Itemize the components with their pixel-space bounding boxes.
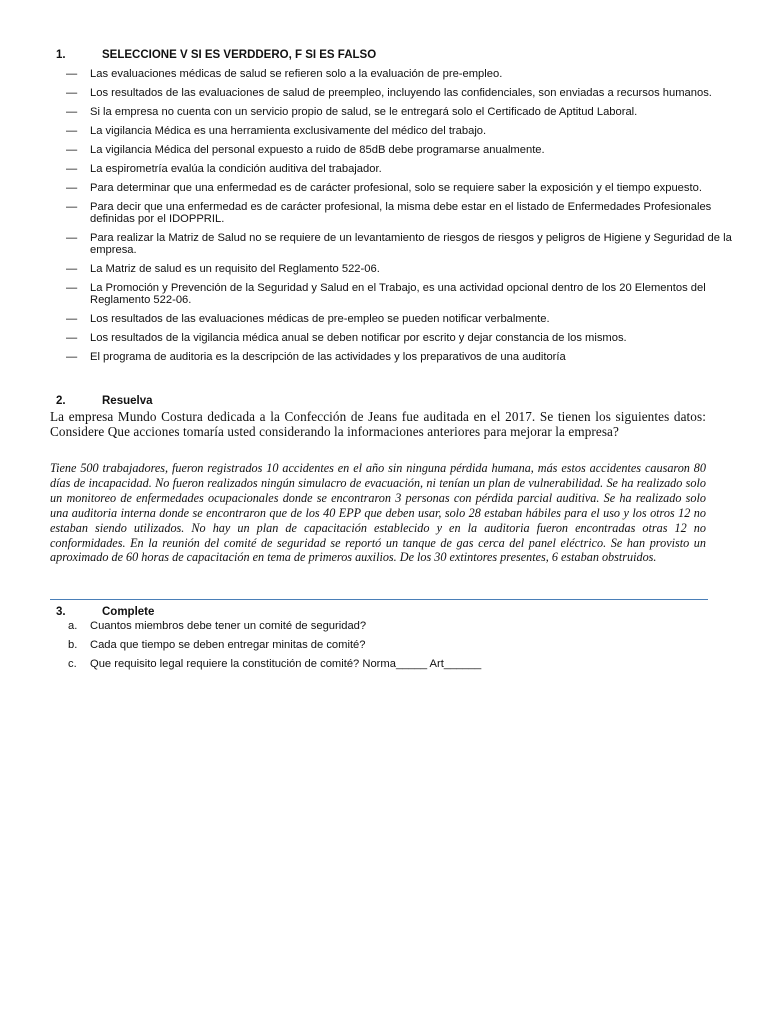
question-text: Cada que tiempo se deben entregar minitas de comité? xyxy=(90,639,366,651)
statement-text: La vigilancia Médica del personal expuesto a ruido de 85dB debe programarse anualmente. xyxy=(90,144,545,156)
list-item xyxy=(66,263,734,275)
dash-bullet: — xyxy=(66,351,78,363)
dash-bullet: — xyxy=(66,68,78,80)
true-false-list xyxy=(66,68,734,370)
list-item xyxy=(66,125,734,137)
statement-text: La Promoción y Prevención de la Seguridad y Salud en el Trabajo, es una actividad opcional dentro de los 20 Elementos del Reglamento 522-06. xyxy=(90,282,706,306)
dash-bullet: — xyxy=(66,144,78,156)
list-item xyxy=(66,201,734,225)
list-item xyxy=(68,658,708,670)
section-2-heading xyxy=(56,395,153,407)
dash-bullet: — xyxy=(66,125,78,137)
section-2-title: Resuelva xyxy=(102,395,153,407)
list-item xyxy=(66,144,734,156)
section-1-heading xyxy=(56,49,376,61)
statement-text: Los resultados de la vigilancia médica anual se deben notificar por escrito y dejar constancia de los mismos. xyxy=(90,332,627,344)
statement-text: La espirometría evalúa la condición auditiva del trabajador. xyxy=(90,163,382,175)
statement-text: La Matriz de salud es un requisito del Reglamento 522-06. xyxy=(90,263,380,275)
section-3-title: Complete xyxy=(102,606,155,618)
case-data-paragraph: Tiene 500 trabajadores, fueron registrados 10 accidentes en el año sin ninguna pérdida humana, más estos accidentes causaron 80 días de incapacidad. No fueron realizados ningún simulacro de evacuación, ni tenían un plan de vulnerabilidad. Se ha realizado solo un monitoreo de enfermedades ocupacionales donde se encontraron 3 personas con pérdida parcial auditiva. Se ha realizado solo una auditoria interna donde se encontraron que de los 40 EPP que deben usar, solo 28 estaban hábiles para el uso y los otros 12 no estaban siendo utilizados. No hay un plan de capacitación establecido y en la auditoria fueron encontradas otras 12 no conformidades. En la reunión del comité de seguridad se reportó un tanque de gas cerca del panel eléctrico. Se han provisto un aproximado de 60 horas de capacitación en tema de primeros auxilios. De los 30 extintores presentes, 6 estaban obstruidos. xyxy=(50,461,706,565)
list-item xyxy=(66,87,734,99)
section-2-number: 2. xyxy=(56,395,66,407)
case-intro-paragraph: La empresa Mundo Costura dedicada a la Confección de Jeans fue auditada en el 2017. Se tienen los siguientes datos: Considere Que acciones tomaría usted considerando la informaciones anteriores para mejorar la empresa? xyxy=(50,409,706,439)
complete-question-list xyxy=(68,620,708,677)
section-3-number: 3. xyxy=(56,606,66,618)
list-item xyxy=(68,620,708,632)
section-divider xyxy=(50,599,708,600)
list-item xyxy=(66,313,734,325)
list-item xyxy=(66,106,734,118)
question-letter: c. xyxy=(68,658,77,670)
statement-text: Para realizar la Matriz de Salud no se requiere de un levantamiento de riesgos de riesgos y peligros de Higiene y Seguridad de la empresa. xyxy=(90,232,732,256)
statement-text: Las evaluaciones médicas de salud se refieren solo a la evaluación de pre-empleo. xyxy=(90,68,503,80)
statement-text: Los resultados de las evaluaciones de salud de preempleo, incluyendo las confidenciales, son enviadas a recursos humanos. xyxy=(90,87,712,99)
dash-bullet: — xyxy=(66,201,78,213)
dash-bullet: — xyxy=(66,332,78,344)
question-text: Que requisito legal requiere la constitución de comité? Norma_____ Art______ xyxy=(90,658,482,670)
dash-bullet: — xyxy=(66,313,78,325)
dash-bullet: — xyxy=(66,263,78,275)
dash-bullet: — xyxy=(66,87,78,99)
section-1-number: 1. xyxy=(56,49,66,61)
dash-bullet: — xyxy=(66,163,78,175)
statement-text: Si la empresa no cuenta con un servicio propio de salud, se le entregará solo el Certificado de Aptitud Laboral. xyxy=(90,106,638,118)
dash-bullet: — xyxy=(66,232,78,244)
section-1-title: SELECCIONE V SI ES VERDDERO, F SI ES FALSO xyxy=(102,49,377,61)
dash-bullet: — xyxy=(66,282,78,294)
statement-text: La vigilancia Médica es una herramienta exclusivamente del médico del trabajo. xyxy=(90,125,487,137)
section-3-heading xyxy=(56,606,154,618)
dash-bullet: — xyxy=(66,106,78,118)
list-item xyxy=(66,351,734,363)
statement-text: Los resultados de las evaluaciones médicas de pre-empleo se pueden notificar verbalmente. xyxy=(90,313,550,325)
question-letter: a. xyxy=(68,620,78,632)
statement-text: Para determinar que una enfermedad es de carácter profesional, solo se requiere saber la exposición y el tiempo expuesto. xyxy=(90,182,702,194)
list-item xyxy=(66,282,734,306)
list-item xyxy=(66,163,734,175)
statement-text: Para decir que una enfermedad es de carácter profesional, la misma debe estar en el listado de Enfermedades Profesionales definidas por el IDOPPRIL. xyxy=(90,201,712,225)
list-item xyxy=(66,68,734,80)
list-item xyxy=(66,232,734,256)
statement-text: El programa de auditoria es la descripción de las actividades y los preparativos de una auditoría xyxy=(90,351,566,363)
list-item xyxy=(66,182,734,194)
question-letter: b. xyxy=(68,639,78,651)
list-item xyxy=(66,332,734,344)
list-item xyxy=(68,639,708,651)
question-text: Cuantos miembros debe tener un comité de seguridad? xyxy=(90,620,367,632)
dash-bullet: — xyxy=(66,182,78,194)
